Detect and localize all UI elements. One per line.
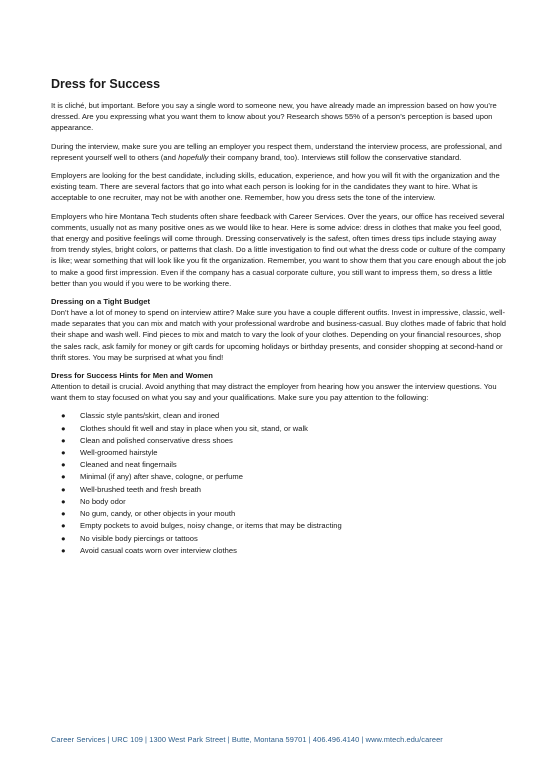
document-title: Dress for Success (51, 77, 161, 91)
list-item (61, 423, 510, 435)
bullet-icon: ● (61, 533, 66, 543)
bullet-icon: ● (61, 411, 66, 421)
list-item-text: Empty pockets to avoid bulges, noisy change, or items that may be distracting (80, 521, 342, 531)
bullet-icon: ● (61, 496, 66, 506)
interview-text-end: their company brand, too). Interviews still follow the conservative standard. (208, 152, 462, 162)
list-item (61, 533, 510, 545)
interview-text-start: During the interview, make sure you are telling an employer you respect them, understand the interview process, are professional, and represent yourself well to others (and (51, 141, 502, 162)
list-item (61, 545, 510, 557)
list-item (61, 447, 510, 459)
intro-paragraph: It is cliché, but important. Before you say a single word to someone new, you have already made an impression based on how you’re dressed. Are you expressing what you want them to know about you? Research shows 55% of a person’s perception is based upon appearance. (51, 101, 497, 133)
bullet-icon: ● (61, 423, 66, 433)
bullet-icon: ● (61, 435, 66, 445)
bullet-icon: ● (61, 460, 66, 470)
budget-heading: Dressing on a Tight Budget (51, 297, 151, 307)
list-item (61, 496, 510, 508)
list-item (61, 459, 510, 471)
list-item-text: Well-brushed teeth and fresh breath (80, 484, 202, 494)
list-item-text: Classic style pants/skirt, clean and ironed (80, 411, 220, 421)
list-item (61, 410, 510, 422)
list-item (61, 471, 510, 483)
hints-heading: Dress for Success Hints for Men and Women (51, 371, 213, 381)
interview-paragraph (51, 141, 510, 163)
list-item-text: Clean and polished conservative dress shoes (80, 435, 233, 445)
employers-paragraph: Employers are looking for the best candidate, including skills, education, experience, and how you will fit with the organization and the existing team. There are several factors that go into what each person is looking for in the candidates they want to hire. What is acceptable to one recruiter, may not be with another one. Remember, how you dress sets the tone of the interview. (51, 171, 500, 203)
list-item (61, 484, 510, 496)
interview-emphasis: hopefully (178, 152, 209, 162)
hints-list (51, 410, 510, 556)
list-item (61, 435, 510, 447)
feedback-paragraph: Employers who hire Montana Tech students often share feedback with Career Services. Over the years, our office has received several comments, usually not as many positive ones as we would like to hear. Here is some advice: dress in clothes that make you feel good, that energy and positive feelings will come through. Dressing conservatively is the safest, often times dress tips include staying away from trendy styles, bright colors, or patterns that clash. Do a little investigation to find out what the dress code or culture of the company is like; wear something that will look like you fit the organization. Remember, you want to show them that you care enough about the job to make a good first impression. Even if the company has a casual corporate culture, you still want to impress them, so dress a little better than you would if you were to be working there. (51, 211, 507, 288)
bullet-icon: ● (61, 472, 66, 482)
list-item-text: Minimal (if any) after shave, cologne, or perfume (80, 472, 243, 482)
list-item-text: Avoid casual coats worn over interview clothes (80, 545, 237, 555)
list-item (61, 520, 510, 532)
bullet-icon: ● (61, 545, 66, 555)
bullet-icon: ● (61, 448, 66, 458)
list-item-text: Cleaned and neat fingernails (80, 460, 177, 470)
list-item-text: Well-groomed hairstyle (80, 448, 158, 458)
list-item-text: No visible body piercings or tattoos (80, 533, 198, 543)
list-item-text: No gum, candy, or other objects in your mouth (80, 509, 236, 519)
list-item (61, 508, 510, 520)
hints-paragraph: Attention to detail is crucial. Avoid anything that may distract the employer from hearing how you answer the interview questions. You want them to stay focused on what you say and your qualifications. Make sure you pay attention to the following: (51, 382, 497, 403)
budget-paragraph: Don’t have a lot of money to spend on interview attire? Make sure you have a couple different outfits. Invest in impressive, classic, well-made separates that you can mix and match with your professional wardrobe and business-casual. Buy clothes made of fabric that hold their shape and wash well. Find pieces to mix and match to vary the look of your clothes. Depending on your financial resources, shop the sales rack, ask family for money or gift cards for upcoming holidays or birthday presents, and consider shopping at second-hand or thrift stores. You may be surprised at what you find! (51, 308, 507, 362)
bullet-icon: ● (61, 521, 66, 531)
list-item-text: No body odor (80, 496, 126, 506)
list-item-text: Clothes should fit well and stay in place when you sit, stand, or walk (80, 423, 308, 433)
page-footer: Career Services | URC 109 | 1300 West Park Street | Butte, Montana 59701 | 406.496.4140 | www.mtech.edu/career (51, 735, 443, 744)
bullet-icon: ● (61, 509, 66, 519)
bullet-icon: ● (61, 484, 66, 494)
